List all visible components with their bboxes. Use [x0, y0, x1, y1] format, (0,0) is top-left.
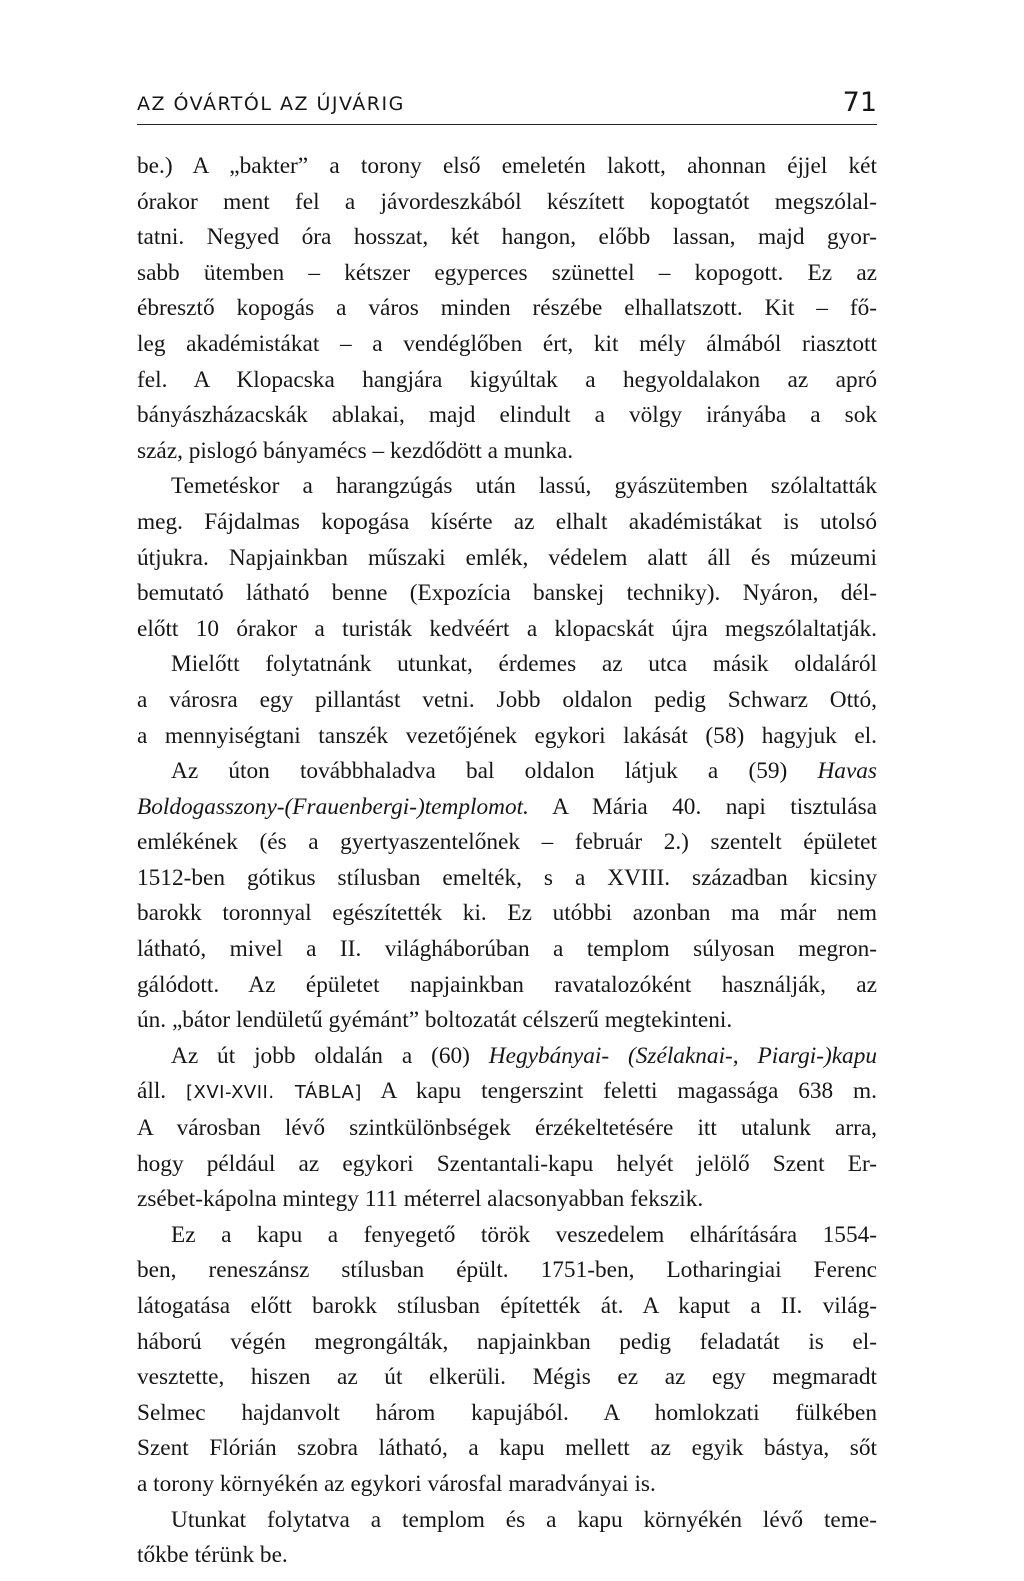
text-line: vesztette, hiszen az út elkerüli. Mégis ez az egy megmaradt: [137, 1364, 877, 1391]
text-line: látható, mivel a II. világháborúban a templom súlyosan megron-: [137, 936, 877, 963]
text-line: [137, 754, 877, 790]
text-run: A kapu tengerszint feletti magassága 638 m.: [361, 1078, 877, 1105]
text-line: tatni. Negyed óra hosszat, két hangon, előbb lassan, majd gyor-: [137, 224, 877, 251]
text-line: Utunkat folytatva a templom és a kapu környékén lévő teme-: [171, 1506, 877, 1533]
text-line: [137, 1039, 877, 1075]
text-line: Ez a kapu a fenyegető török veszedelem elhárítására 1554-: [171, 1221, 877, 1248]
paragraph-5: [137, 1039, 877, 1218]
text-line: bemutató látható benne (Expozícia banskej techniky). Nyáron, dél-: [137, 580, 877, 607]
text-line: bányászházacskák ablakai, majd elindult a völgy irányába a sok: [137, 402, 877, 429]
text-line: tőkbe térünk be.: [137, 1542, 288, 1569]
text-line: sabb ütemben – kétszer egyperces szünettel – kopogott. Ez az: [137, 259, 877, 286]
paragraph-4: [137, 754, 877, 1039]
text-run: áll.: [137, 1078, 186, 1105]
church-name-part-1: Havas: [817, 758, 877, 785]
paragraph-7: [137, 1503, 877, 1574]
text-line: a városra egy pillantást vetni. Jobb oldalon pedig Schwarz Ottó,: [137, 686, 877, 713]
text-line: be.) A „bakter” a torony első emeletén lakott, ahonnan éjjel két: [137, 153, 877, 179]
text-line: háború végén megrongálták, napjainkban pedig feladatát is el-: [137, 1328, 877, 1355]
text-line: ún. „bátor lendületű gyémánt” boltozatát célszerű megtekinteni.: [137, 1007, 733, 1034]
page-number: 71: [842, 87, 877, 118]
text-line: barokk toronnyal egészítették ki. Ez utóbbi azonban ma már nem: [137, 900, 877, 927]
church-name-part-2: Boldogasszony-(Frauenbergi-)templomot.: [137, 793, 529, 820]
text-line: a torony környékén az egykori városfal maradványai is.: [137, 1470, 656, 1497]
text-line: gálódott. Az épületet napjainkban ravatalozóként használják, az: [137, 971, 877, 998]
text-line: ébresztő kopogás a város minden részébe elhallatszott. Kit – fő-: [137, 295, 877, 322]
book-page: [137, 80, 877, 1574]
paragraph-3: [137, 647, 877, 754]
plate-reference: [XVI-XVII. TÁBLA]: [186, 1082, 362, 1104]
text-line: hogy például az egykori Szentantali-kapu helyét jelölő Szent Er-: [137, 1150, 877, 1177]
text-line: zsébet-kápolna mintegy 111 méterrel alacsonyabban fekszik.: [137, 1186, 704, 1213]
text-line: meg. Fájdalmas kopogása kísérte az elhalt akadémistákat is utolsó: [137, 508, 877, 535]
text-line: Selmec hajdanvolt három kapujából. A homlokzati fülkében: [137, 1399, 877, 1426]
running-title: AZ ÓVÁRTÓL AZ ÚJVÁRIG: [137, 93, 405, 115]
text-run: Az úton továbbhaladva bal oldalon látjuk a (59): [171, 758, 818, 785]
text-line: száz, pislogó bányamécs – kezdődött a munka.: [137, 437, 574, 464]
text-line: Szent Flórián szobra látható, a kapu mellett az egyik bástya, sőt: [137, 1435, 877, 1462]
text-line: ben, reneszánsz stílusban épült. 1751-ben, Lotharingiai Ferenc: [137, 1257, 877, 1284]
paragraph-1: [137, 149, 877, 469]
text-line: a mennyiségtani tanszék vezetőjének egykori lakását (58) hagyjuk el.: [137, 722, 877, 749]
text-line: Mielőtt folytatnánk utunkat, érdemes az utca másik oldaláról: [171, 651, 877, 678]
gate-name: Hegybányai- (Szélaknai-, Piargi-)kapu: [488, 1042, 878, 1069]
text-line: A városban lévő szintkülönbségek érzékeltetésére itt utalunk arra,: [137, 1115, 877, 1142]
text-line: 1512-ben gótikus stílusban emelték, s a XVIII. században kicsiny: [137, 864, 877, 891]
text-run: Az út jobb oldalán a (60): [171, 1042, 489, 1069]
text-line: útjukra. Napjainkban műszaki emlék, védelem alatt áll és múzeumi: [137, 544, 877, 571]
text-line: [137, 1074, 877, 1111]
paragraph-6: [137, 1218, 877, 1503]
text-line: Temetéskor a harangzúgás után lassú, gyászütemben szólaltatták: [171, 473, 877, 500]
running-header: [137, 80, 877, 125]
body-text: [137, 149, 877, 1574]
text-line: órakor ment fel a jávordeszkából készített kopogtatót megszólal-: [137, 188, 877, 215]
text-line: látogatása előtt barokk stílusban építették át. A kaput a II. világ-: [137, 1293, 877, 1319]
text-run: A Mária 40. napi tisztulása: [528, 793, 877, 820]
text-line: [137, 790, 877, 826]
text-line: előtt 10 órakor a turisták kedvéért a klopacskát újra megszólaltatják.: [137, 615, 877, 642]
text-line: fel. A Klopacska hangjára kigyúltak a hegyoldalakon az apró: [137, 366, 877, 393]
text-line: emlékének (és a gyertyaszentelőnek – február 2.) szentelt épületet: [137, 829, 877, 856]
paragraph-2: [137, 469, 877, 647]
text-line: leg akadémistákat – a vendéglőben ért, kit mély álmából riasztott: [137, 330, 877, 357]
